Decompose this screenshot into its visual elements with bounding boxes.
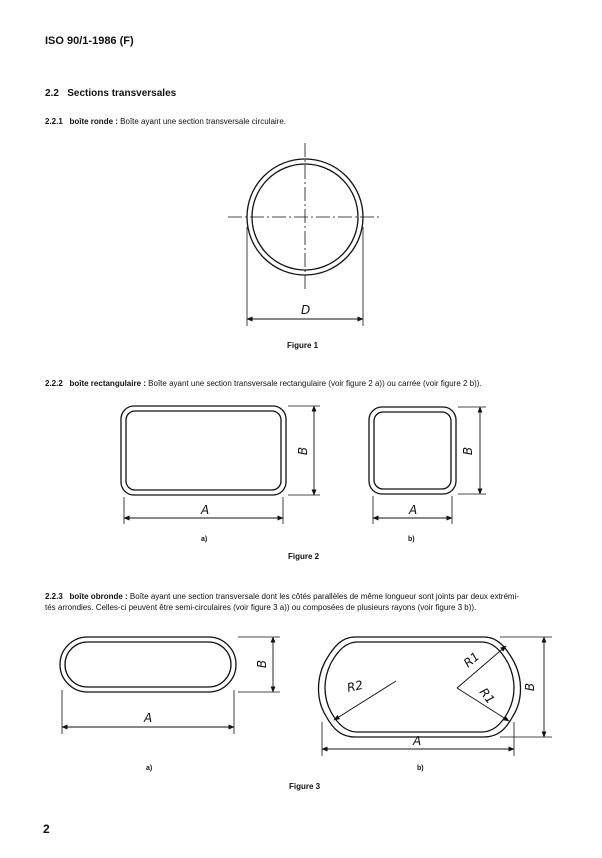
- document-header: ISO 90/1-1986 (F): [45, 35, 134, 47]
- radius-r2: [334, 681, 396, 720]
- label-b-2a: B: [296, 446, 310, 456]
- clause-term: boîte ronde :: [69, 117, 118, 126]
- clause-text-line1: Boîte ayant une section transversale dont les côtés parallèles de même longueur sont joints par deux extrémi-: [129, 592, 520, 601]
- page-number: 2: [43, 822, 50, 836]
- label-r1-upper: R1: [460, 649, 483, 671]
- clause-text: Boîte ayant une section transversale rectangulaire (voir figure 2 a)) ou carrée (voir figure 2 b)).: [148, 379, 482, 388]
- label-r2: R2: [345, 677, 365, 695]
- label-a-2b: A: [409, 503, 418, 517]
- obround-inner: [65, 642, 231, 687]
- figure-3a-drawing: [60, 637, 280, 734]
- radius-r1-upper: [457, 646, 506, 688]
- label-d: D: [301, 303, 311, 317]
- square-outer: [369, 407, 456, 494]
- figure-2a-label: a): [201, 536, 208, 543]
- clause-number: 2.2.3: [45, 592, 63, 601]
- figure-3a-label: a): [146, 765, 153, 772]
- clause-text: Boîte ayant une section transversale circulaire.: [120, 117, 287, 126]
- label-r1-lower: R1: [476, 685, 498, 707]
- figure-2a-drawing: [121, 406, 320, 524]
- figure-2b-label: b): [408, 536, 415, 543]
- square-inner: [374, 412, 451, 489]
- clause-number: 2.2.1: [45, 117, 63, 126]
- clause-term: boîte obronde :: [69, 592, 128, 601]
- label-b-3b: B: [523, 682, 537, 692]
- figure-3b-label: b): [417, 765, 424, 772]
- section-title: Sections transversales: [67, 88, 177, 99]
- label-a-3a: A: [144, 711, 153, 725]
- rect-inner: [126, 411, 281, 490]
- figure-1-drawing: [228, 143, 382, 326]
- clause-term: boîte rectangulaire :: [69, 379, 146, 388]
- section-number: 2.2: [45, 88, 59, 99]
- clause-2-2-3-line2: tés arrondies. Celles-ci peuvent être semi-circulaires (voir figure 3 a)) ou composées de plusieurs rayons (voir figure 3 b)).: [45, 603, 477, 612]
- label-a-3b: A: [413, 734, 422, 748]
- figure-2b-drawing: [369, 407, 486, 524]
- clause-number: 2.2.2: [45, 379, 63, 388]
- figure-3-caption: Figure 3: [289, 782, 321, 791]
- rect-outer: [121, 406, 286, 495]
- label-b-2b: B: [461, 446, 475, 456]
- obround-outer: [60, 637, 236, 692]
- figure-1-caption: Figure 1: [287, 341, 319, 350]
- label-a-2a: A: [201, 503, 210, 517]
- label-b-3a: B: [255, 659, 269, 669]
- figure-3b-drawing: [319, 637, 553, 756]
- figure-2-caption: Figure 2: [288, 552, 320, 561]
